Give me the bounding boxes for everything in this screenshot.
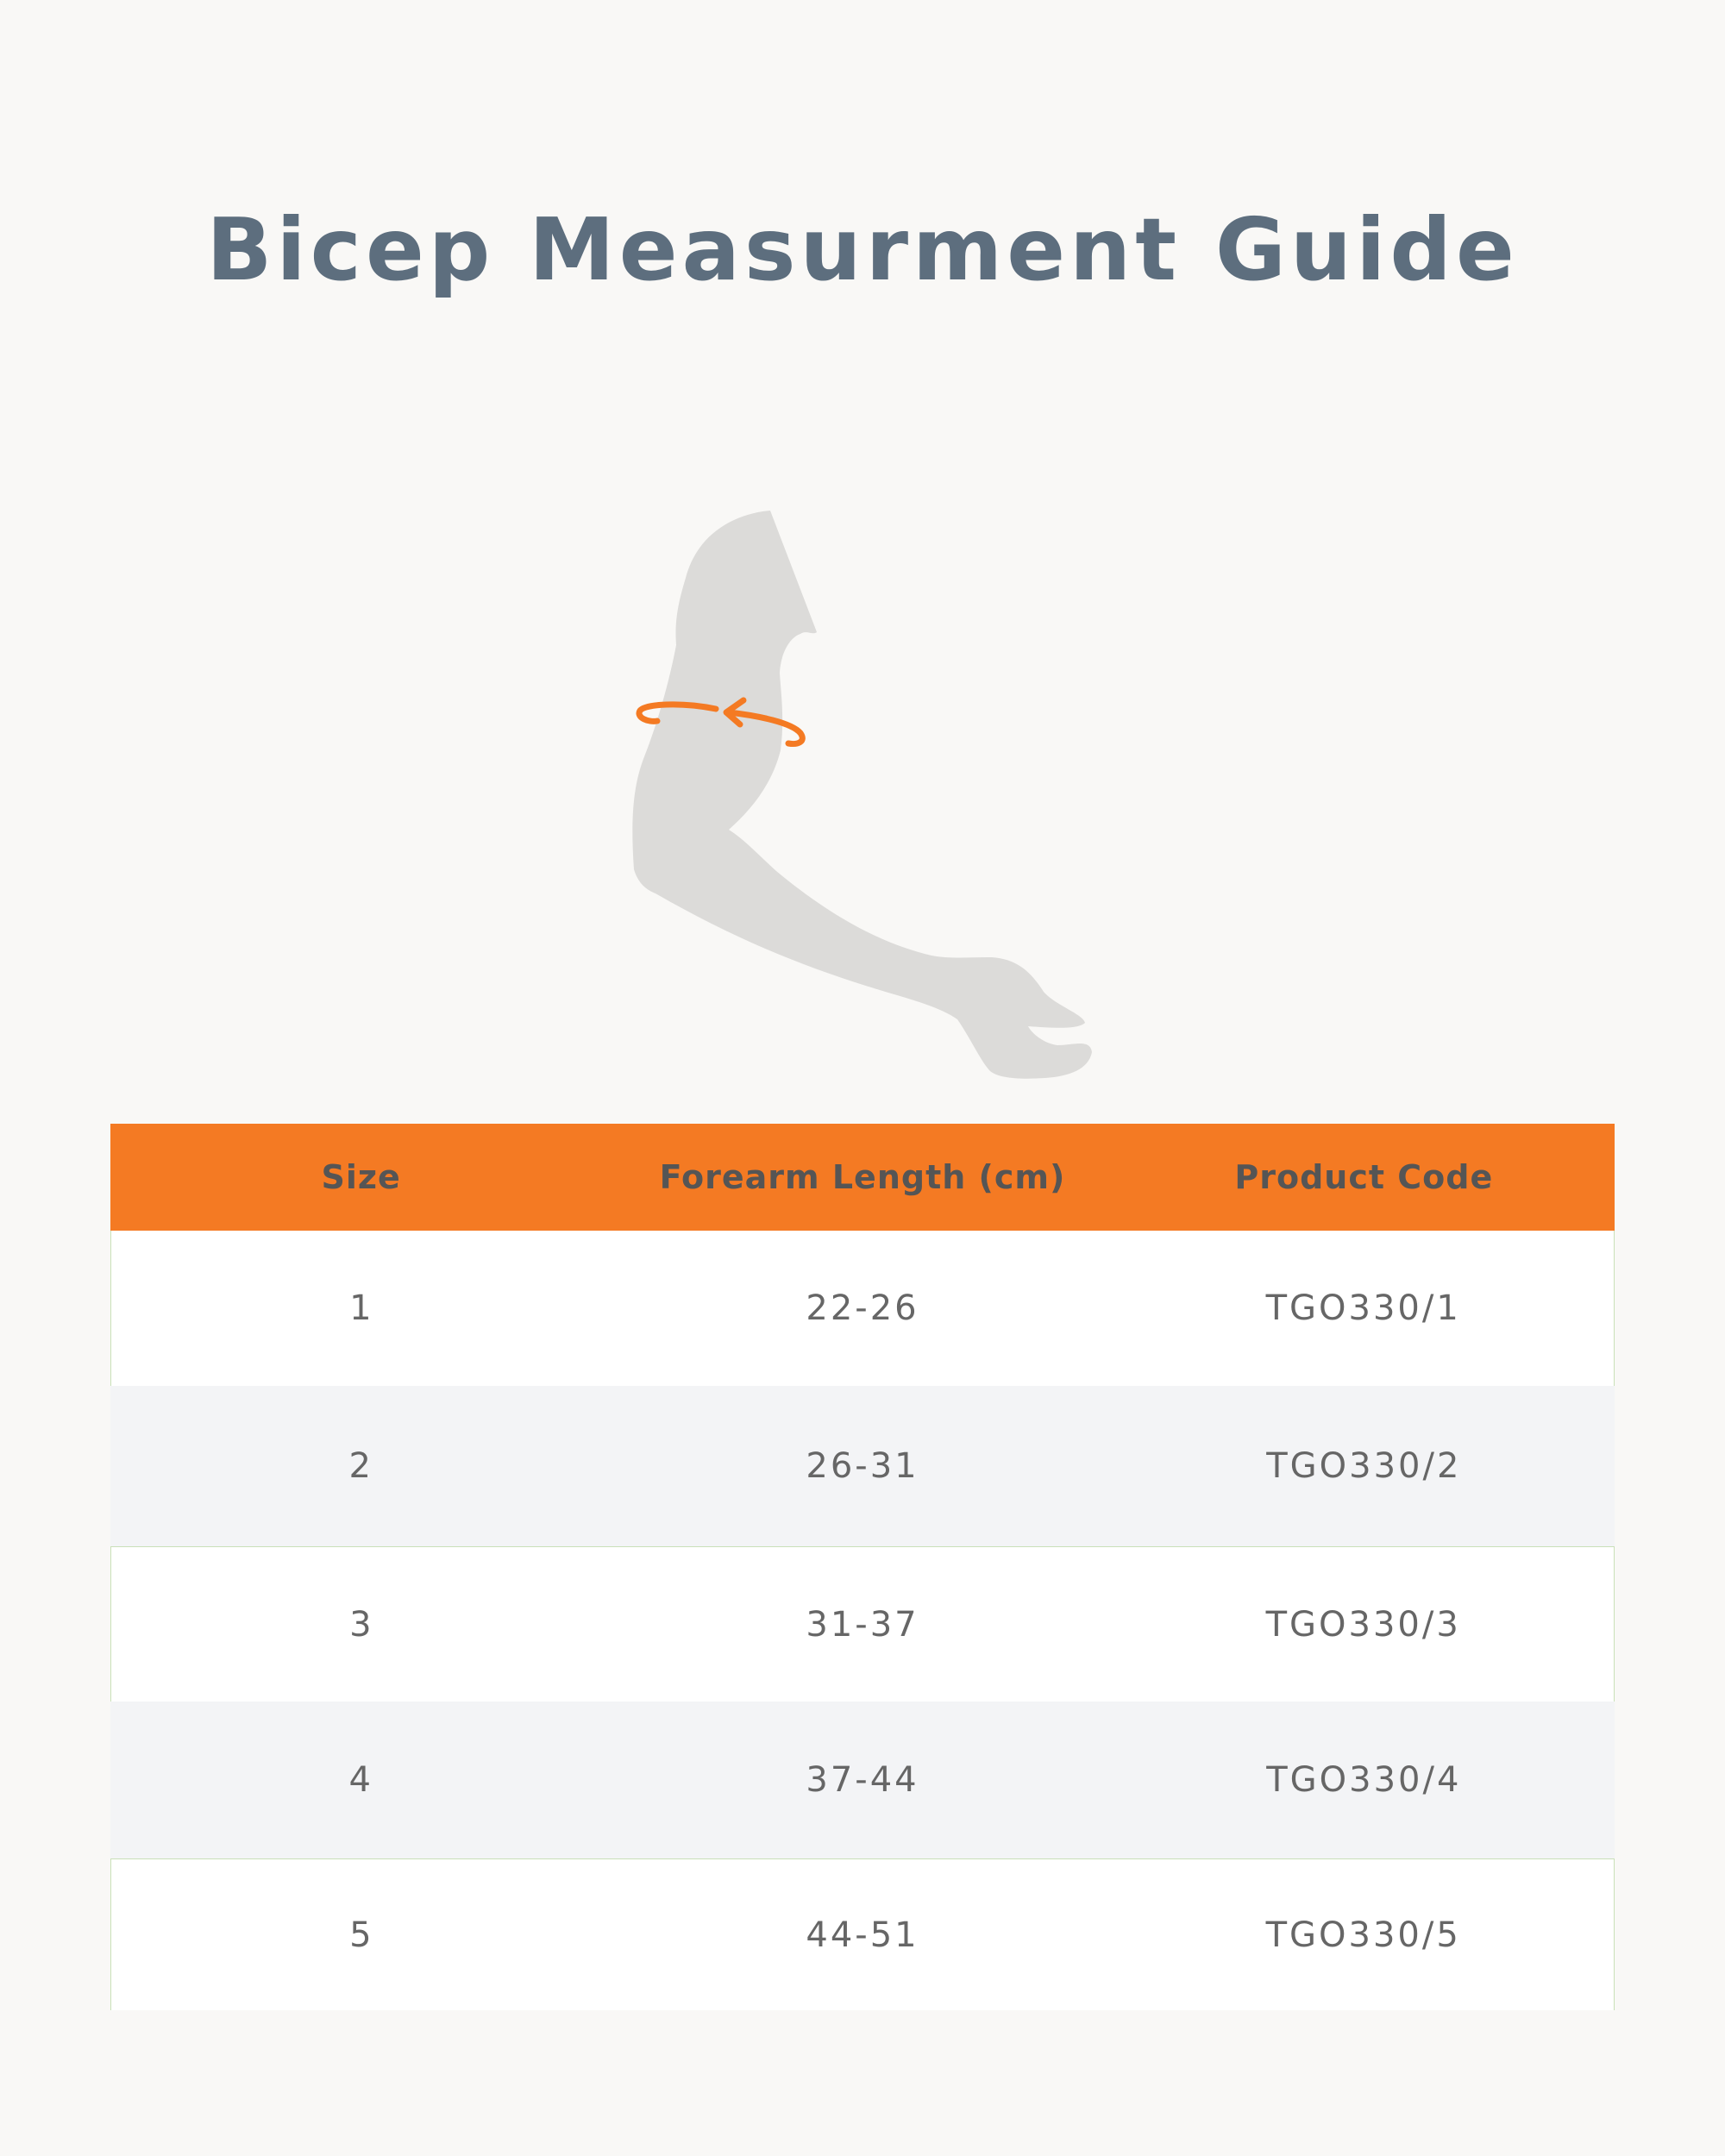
table-row xyxy=(110,1546,1615,1702)
arm-measurement-icon xyxy=(621,500,1104,1087)
cell-code: TGO330/5 xyxy=(1265,1915,1461,1955)
table-row xyxy=(110,1702,1615,1858)
cell-length: 31-37 xyxy=(806,1604,919,1645)
header-size: Size xyxy=(321,1158,401,1196)
cell-code: TGO330/1 xyxy=(1265,1288,1461,1328)
cell-code: TGO330/4 xyxy=(1266,1760,1462,1800)
header-forearm-length: Forearm Length (cm) xyxy=(659,1158,1066,1196)
cell-size: 5 xyxy=(349,1915,374,1955)
cell-size: 3 xyxy=(349,1604,374,1645)
table-header xyxy=(110,1124,1615,1231)
table-row xyxy=(110,1231,1615,1386)
table-row xyxy=(110,1386,1615,1546)
cell-code: TGO330/2 xyxy=(1266,1446,1462,1486)
cell-size: 4 xyxy=(348,1760,373,1800)
header-product-code: Product Code xyxy=(1234,1158,1494,1196)
size-table xyxy=(110,1124,1615,2010)
cell-code: TGO330/3 xyxy=(1265,1604,1461,1645)
page-title: Bicep Measurment Guide xyxy=(206,199,1519,300)
arm-silhouette xyxy=(632,511,1092,1079)
cell-length: 44-51 xyxy=(806,1915,919,1955)
table-row xyxy=(110,1858,1615,2010)
cell-length: 26-31 xyxy=(806,1446,919,1486)
cell-size: 1 xyxy=(349,1288,374,1328)
cell-size: 2 xyxy=(348,1446,373,1486)
cell-length: 37-44 xyxy=(806,1760,919,1800)
cell-length: 22-26 xyxy=(806,1288,919,1328)
